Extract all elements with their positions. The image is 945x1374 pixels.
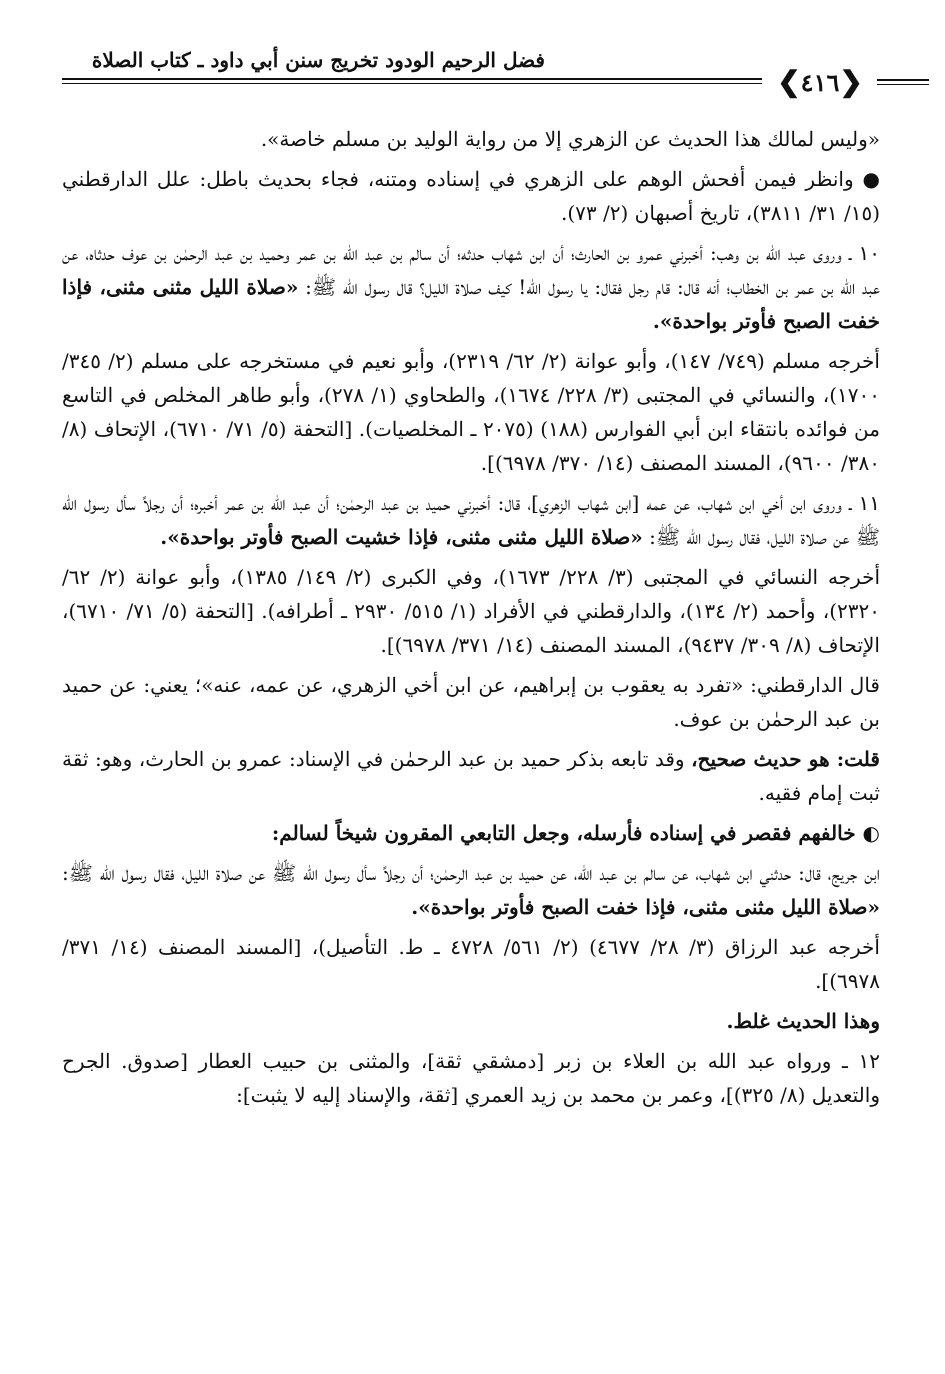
body-text — [62, 122, 880, 1118]
takhrij-paragraph — [62, 344, 880, 480]
running-header — [62, 48, 880, 118]
hadith-11 — [62, 486, 880, 554]
paragraph-text: وقد تابعه بذكر حميد بن عبد الرحمٰن في الإسناد: عمرو بن الحارث، وهو: ثقة ثبت إمام فقيه. — [62, 747, 880, 805]
paragraph-text: قال الدارقطني: «تفرد به يعقوب بن إبراهيم، عن ابن أخي الزهري، عن عمه، عنه»؛ يعني: عن حميد بن عبد الرحمٰن بن عوف. — [62, 673, 880, 731]
paragraph-text: ١٢ ـ ورواه عبد الله بن العلاء بن زبر [دمشقي ثقة]، والمثنى بن حبيب العطار [صدوق. الجرح والتعديل (٨/ ٣٢٥)]، وعمر بن محمد بن زيد العمري [ثقة، والإسناد إليه لا يثبت]: — [62, 1049, 880, 1107]
hadith-12 — [62, 1044, 880, 1112]
page-number: ٤١٦ — [800, 67, 840, 97]
hadith-matn: «صلاة الليل مثنى مثنى، فإذا خفت الصبح فأوتر بواحدة». — [62, 275, 880, 333]
paragraph-text: ● وانظر فيمن أفحش الوهم على الزهري في إسناده ومتنه، فجاء بحديث باطل: علل الدارقطني (١٥/ ٣١/ ٣٨١١)، تاريخ أصبهان (٢/ ٧٣). — [62, 167, 880, 225]
judgement-lead: قلت: هو حديث صحيح، — [691, 747, 880, 771]
header-rule-thin — [62, 83, 762, 84]
paragraph-text: ١٠ ـ وروى عبد الله بن وهب: أخبرني عمرو بن الحارث؛ أن ابن شهاب حدثه؛ أن سالم بن عبد الله بن عمر وحميد بن عبد الرحمٰن بن عوف حدثاه، عن عبد الله بن عمر بن الخطاب؛ أنه قال: قام رجل فقال: يا رسول الله! كيف صلاة الليل؟ قال رسول الله ﷺ: — [62, 241, 880, 299]
paragraph-text: ١١ ـ وروى ابن أخي ابن شهاب، عن عمه [ابن شهاب الزهري]، قال: أخبرني حميد بن عبد الرحمٰن؛ أن عبد الله بن عمر أخبره؛ أن رجلاً سأل رسول الله ﷺ عن صلاة الليل، فقال رسول الله ﷺ: — [62, 491, 880, 549]
paragraph-text: «وليس لمالك هذا الحديث عن الزهري إلا من رواية الوليد بن مسلم خاصة». — [260, 127, 880, 151]
ibn-jurayj-paragraph — [62, 856, 880, 924]
verdict — [62, 1004, 880, 1038]
judgement-paragraph — [62, 742, 880, 810]
hadith-10 — [62, 236, 880, 338]
hadith-matn: «صلاة الليل مثنى مثنى، فإذا خشيت الصبح فأوتر بواحدة». — [160, 525, 643, 549]
subheading — [62, 816, 880, 850]
paragraph — [62, 122, 880, 156]
subheading-text: ◐ خالفهم فقصر في إسناده فأرسله، وجعل التابعي المقرون شيخاً لسالم: — [271, 821, 880, 845]
verdict-text: وهذا الحديث غلط. — [726, 1009, 880, 1033]
quote-paragraph — [62, 668, 880, 736]
takhrij-paragraph — [62, 560, 880, 662]
ornament-left-icon: ❮ — [839, 65, 863, 98]
running-title: فضل الرحيم الودود تخريج سنن أبي داود ـ كتاب الصلاة — [91, 48, 545, 72]
header-rule-right — [877, 79, 929, 81]
hadith-matn: «صلاة الليل مثنى مثنى، فإذا خفت الصبح فأوتر بواحدة». — [411, 895, 880, 919]
paragraph-text: أخرجه عبد الرزاق (٣/ ٢٨/ ٤٦٧٧) (٢/ ٥٦١/ ٤٧٢٨ ـ ط. التأصيل)، [المسند المصنف (١٤/ ٣٧١/ ٦٩٧٨)]. — [62, 935, 880, 993]
header-rule — [62, 78, 762, 80]
paragraph-text: ابن جريج، قال: حدثني ابن شهاب، عن سالم بن عبد الله، عن حميد بن عبد الرحمٰن؛ أن رجلاً سأل رسول الله ﷺ عن صلاة الليل، فقال رسول الله ﷺ: — [62, 861, 880, 885]
paragraph — [62, 162, 880, 230]
paragraph-text: أخرجه مسلم (٧٤٩/ ١٤٧)، وأبو عوانة (٢/ ٦٢/ ٢٣١٩)، وأبو نعيم في مستخرجه على مسلم (٢/ ٣٤٥/ ١٧٠٠)، والنسائي في المجتبى (٣/ ٢٢٨/ ١٦٧٤)، والطحاوي (١/ ٢٧٨)، وأبو طاهر المخلص في التاسع من فوائده بانتقاء ابن أبي الفوارس (١٨٨) (٢٠٧٥ ـ المخلصيات). [التحفة (٥/ ٧١/ ٦٧١٠)، الإتحاف (٨/ ٣٨٠/ ٩٦٠٠)، المسند المصنف (١٤/ ٣٧٠/ ٦٩٧٨)]. — [62, 349, 880, 475]
takhrij-paragraph — [62, 930, 880, 998]
paragraph-text: أخرجه النسائي في المجتبى (٣/ ٢٢٨/ ١٦٧٣)، وفي الكبرى (٢/ ١٤٩/ ١٣٨٥)، وأبو عوانة (٢/ ٦٢/ ٢٣٢٠)، وأحمد (٢/ ١٣٤)، والدارقطني في الأفراد (١/ ٥١٥/ ٢٩٣٠ ـ أطرافه). [التحفة (٥/ ٧١/ ٦٧١٠)، الإتحاف (٨/ ٣٠٩/ ٩٤٣٧)، المسند المصنف (١٤/ ٣٧١/ ٦٩٧٨)]. — [62, 565, 880, 657]
page-number-ornament — [765, 64, 875, 100]
ornament-right-icon: ❯ — [777, 65, 801, 98]
header-rule-right-thin — [877, 84, 929, 85]
